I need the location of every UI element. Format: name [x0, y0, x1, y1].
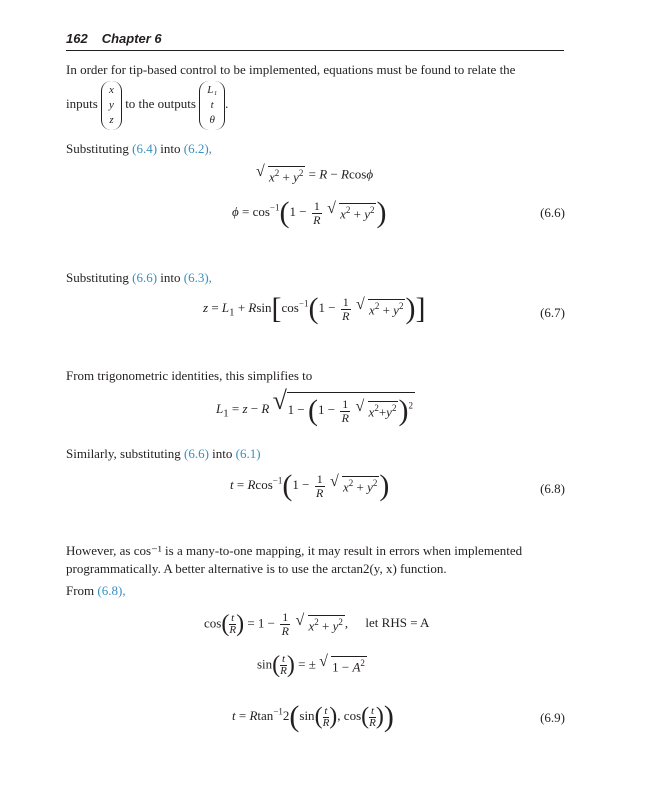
- ref-6-6[interactable]: (6.6): [132, 270, 158, 285]
- io-line: inputs x y z to the outputs L₁ t θ .: [66, 79, 228, 130]
- ref-6-1[interactable]: (6.1): [235, 446, 261, 461]
- ref-6-8[interactable]: (6.8),: [97, 583, 126, 598]
- rhs-label: let RHS = A: [365, 615, 430, 631]
- equation-sqrt-r: √ $x^2 + y^2 = R - Rcos\phi$: [256, 163, 374, 185]
- intro-line: In order for tip-based control to be implemented, equations must be found to relate the: [66, 62, 516, 77]
- trig-line: From trigonometric identities, this simplifies to: [66, 368, 313, 383]
- substituting-line-1: Substituting (6.4) into (6.2),: [66, 141, 212, 156]
- equation-6-7: $z = L_1 + Rsin[\cos^{-1}(1$ − $\frac{1}{R}$ √ $x^2 + y^2$)]: [203, 292, 426, 325]
- to-outputs-label: to the outputs: [125, 96, 196, 111]
- substituting-line-3: Similarly, substituting (6.6) into (6.1): [66, 446, 261, 461]
- ref-6-2[interactable]: (6.2),: [183, 141, 212, 156]
- chapter-title: Chapter 6: [101, 31, 162, 46]
- equation-6-6: $\phi = \cos^{-1}(1$ − $\frac{1}{R}$ √ $x^2 + y^2$): [232, 196, 387, 229]
- ref-6-3[interactable]: (6.3),: [183, 270, 212, 285]
- however-line-1: However, as cos⁻¹ is a many-to-one mapping, it may result in errors when implemented: [66, 543, 523, 558]
- however-line-2: programmatically. A better alternative is to use the arctan2(y, x) function.: [66, 561, 447, 576]
- equation-number-6-6: (6.6): [540, 205, 565, 220]
- equation-6-8: t = Rcos$^{-1}$(1 − $\frac{1}{R}$ √ $x^2 + y^2$): [230, 469, 390, 502]
- equation-l1: $L_1 = z - R$ √ 1 − (1 − $\frac{1}{R}$ √ $x^2+y^2)^2$: [216, 386, 413, 427]
- outputs-vector: L₁ t θ: [199, 81, 225, 130]
- page-number: 162: [66, 31, 88, 46]
- inputs-label: inputs: [66, 96, 98, 111]
- ref-6-6-b[interactable]: (6.6): [183, 446, 209, 461]
- equation-6-9: t = Rtan$^{-1}$2(sin( $\frac{t}{R}$ ), cos( $\frac{t}{R}$ )): [232, 700, 394, 733]
- equation-sin: sin( $\frac{t}{R}$ ) = ± √ $1 - A^2$: [257, 652, 365, 678]
- ref-6-4[interactable]: (6.4): [132, 141, 158, 156]
- inputs-vector: x y z: [101, 81, 122, 130]
- substituting-line-2: Substituting (6.6) into (6.3),: [66, 270, 212, 285]
- equation-number-6-8: (6.8): [540, 481, 565, 496]
- from-line: From (6.8),: [66, 583, 126, 598]
- page-header: [66, 30, 564, 51]
- equation-cos-rhs: cos( $\frac{t}{R}$ ) = 1 − $\frac{1}{R}$ √ $x^2 + y^2$ , let RHS = A: [204, 610, 430, 638]
- equation-number-6-9: (6.9): [540, 710, 565, 725]
- equation-number-6-7: (6.7): [540, 305, 565, 320]
